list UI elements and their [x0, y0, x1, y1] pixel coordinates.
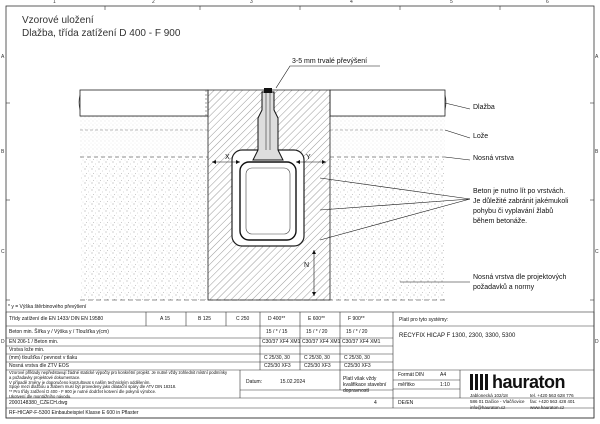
- cell-value: C25/30 XF3: [344, 363, 371, 369]
- frame-mark: 5: [450, 0, 453, 5]
- company-logo: [470, 372, 588, 392]
- concrete-note: Beton je nutno lít po vrstvách.: [473, 188, 566, 195]
- date-label: Datum:: [246, 379, 263, 385]
- frame-mark: B: [1, 149, 5, 155]
- company-fax: fax: +420 563 428 401: [530, 399, 575, 404]
- frame-mark: 6: [546, 0, 549, 5]
- cell-value: C 25/30, 30: [304, 355, 330, 361]
- concrete-note: pohybu či vyplavání žlabů: [473, 208, 554, 215]
- load-class: F 900**: [348, 316, 365, 322]
- row-label: Nosná vrstva dle ZTV EOS: [9, 363, 70, 369]
- offset-label: 3-5 mm trvalé převýšení: [292, 58, 368, 65]
- company-brand: hauraton: [492, 372, 566, 392]
- cell-value: C 25/30, 30: [344, 355, 370, 361]
- drawing-subtitle: Dlažba, třída zatížení D 400 - F 900: [22, 28, 181, 39]
- frame-mark: B: [595, 149, 599, 155]
- company-phone: tel. +420 563 628 776: [530, 393, 574, 398]
- drawing-title: Vzorové uložení: [22, 15, 94, 26]
- cell-value: C30/37 XF4 XM1: [342, 339, 381, 345]
- cell-value: C30/37 XF4 XM1: [262, 339, 301, 345]
- frame-mark: C: [595, 249, 599, 255]
- concrete-note: Je důležité zabránit jakémukoli: [473, 198, 569, 205]
- hauraton-logo-icon: [470, 372, 492, 392]
- frame-mark: D: [1, 339, 5, 345]
- concrete-note: během betonáže.: [473, 218, 528, 225]
- bedding-label: Lože: [473, 133, 489, 140]
- company-email: info@hauraton.cz: [470, 405, 506, 410]
- sheet-number: 4: [374, 400, 377, 406]
- suitable-systems: RECYFIX HICAP F 1300, 2300, 3300, 5300: [399, 333, 516, 339]
- format-value: A4: [440, 372, 447, 378]
- note-line: a požadavky projektové dokumentace.: [9, 374, 81, 380]
- date-value: 15.02.2024: [280, 379, 306, 385]
- company-address: Jablonecká 102/18: [470, 393, 508, 398]
- row-label: Vrstva lože min.: [9, 347, 45, 353]
- load-class: E 600**: [308, 316, 325, 322]
- frame-mark: 3: [250, 0, 253, 5]
- frame-mark: A: [595, 54, 599, 60]
- company-address: 586 01 Dačice - Vlačňovice: [470, 399, 525, 404]
- row-label: Třídy zatížení dle EN 1433/ DIN EN 19580: [9, 316, 104, 322]
- frame-mark: 4: [350, 0, 353, 5]
- suitable-label: Platí pro tyto systémy:: [399, 317, 449, 323]
- dim-n-label: N: [304, 262, 310, 269]
- document-description: RF-HICAP-F-5300 Einbaubeispiel Klasse E 600 in Pflaster: [9, 410, 139, 416]
- note-line: ** Pro třídy zatížení D 400 - F 900 je nutné dodržet kotvení dle pokynů výrobce.: [9, 389, 157, 395]
- load-class: C 250: [236, 316, 250, 322]
- note-line: Spoje mezi dlažbou a žlabem musí být provedeny jako dilatační spáry dle ATV DIN 18318.: [9, 384, 177, 390]
- frame-mark: C: [1, 249, 5, 255]
- scale-label: měřítko: [398, 382, 415, 388]
- subbase-label: požadavků a normy: [473, 284, 535, 291]
- base-label: Nosná vrstva: [473, 155, 514, 162]
- row-label: EN 206-1 / Beton min.: [9, 339, 59, 345]
- state-label: Platí však vždy kvalifikace stavební dopravností: [343, 376, 387, 394]
- cell-value: 15 / * / 15: [266, 329, 288, 335]
- cell-value: C25/30 XF3: [304, 363, 331, 369]
- cell-value: 15 / * / 20: [346, 329, 368, 335]
- row-label: (mm) tloušťka / pevnost v tlaku: [9, 355, 78, 361]
- note-line: Vzorové příklady nepředstavují žádné statické výpočty pro konkrétní projekt. Je nutné vždy zohlednit místní podmínky: [9, 370, 228, 375]
- company-web: www.hauraton.cz: [530, 405, 565, 410]
- row-label: Beton min. Šířka y / Výška y / Tloušťka y(cm): [9, 329, 109, 335]
- footnote: * y = Výška štěrbinového převýšení: [8, 304, 87, 310]
- dim-y-label: Y: [306, 154, 311, 161]
- document-code: 2000148380_CZECH.dwg: [9, 400, 68, 406]
- cell-value: C30/37 XF4 XM1: [302, 339, 341, 345]
- load-class: D 400**: [268, 316, 286, 322]
- dim-x-label: X: [225, 154, 230, 161]
- language: DE/EN: [398, 400, 414, 406]
- paving-label: Dlažba: [473, 104, 495, 111]
- load-class: B 125: [198, 316, 212, 322]
- subbase-label: Nosná vrstva dle projektových: [473, 274, 567, 281]
- format-label: Formát DIN: [398, 372, 424, 378]
- cell-value: C25/30 XF3: [264, 363, 291, 369]
- cell-value: 15 / * / 20: [306, 329, 328, 335]
- notes-block: [9, 371, 237, 400]
- cell-value: C 25/30, 30: [264, 355, 290, 361]
- note-line: V případě změny je doporučeno konzultovat s naším technickým oddělením.: [9, 379, 151, 385]
- frame-mark: A: [1, 54, 5, 60]
- load-class: A 15: [160, 316, 171, 322]
- frame-mark: 1: [53, 0, 56, 5]
- frame-mark: 2: [152, 0, 155, 5]
- scale-value: 1:10: [440, 382, 450, 388]
- note-line: Ukotvení dle montážního návodu.: [9, 394, 72, 400]
- frame-mark: D: [595, 339, 599, 345]
